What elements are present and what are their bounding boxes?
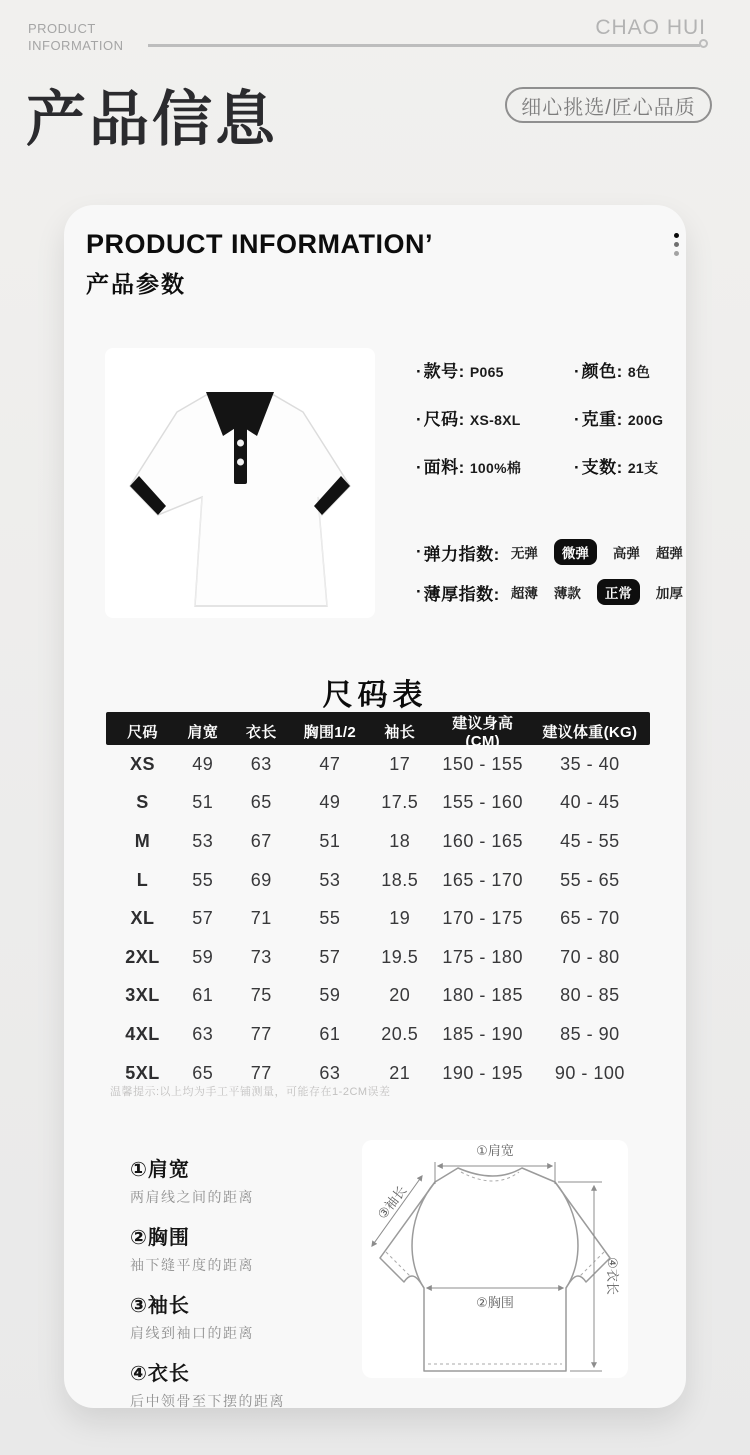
- table-row: [106, 861, 650, 900]
- measure-title: ②胸围: [130, 1227, 190, 1249]
- thickness-index-row: [416, 579, 683, 605]
- cell: 63: [319, 1062, 341, 1083]
- bullet-icon: ·: [416, 542, 422, 561]
- spec-item: [574, 405, 666, 430]
- bullet-icon: ·: [574, 458, 580, 477]
- cell: 75: [250, 985, 272, 1006]
- cell: 65: [250, 792, 272, 813]
- cell: 57: [192, 908, 214, 929]
- bullet-icon: ·: [574, 410, 580, 429]
- spec-value: P065: [469, 364, 504, 380]
- measure-item: [130, 1289, 285, 1343]
- cell: 85 - 90: [560, 1023, 620, 1044]
- measure-guide: [130, 1153, 285, 1411]
- cell-size: 5XL: [125, 1062, 160, 1083]
- thickness-option: 加厚: [655, 586, 683, 601]
- spec-item: [416, 453, 574, 478]
- header-divider: [148, 44, 700, 47]
- spec-value: 8色: [627, 364, 651, 380]
- bullet-icon: ·: [416, 362, 422, 381]
- product-image: [105, 348, 375, 618]
- cell: 160 - 165: [442, 830, 523, 851]
- cell: 61: [192, 985, 214, 1006]
- measurement-note: 温馨提示:以上均为手工平铺测量，可能存在1-2CM误差: [110, 1086, 391, 1098]
- cell: 77: [250, 1062, 272, 1083]
- bullet-icon: ·: [574, 362, 580, 381]
- size-table-header: [106, 712, 650, 750]
- measure-desc: 后中领骨至下摆的距离: [130, 1393, 285, 1409]
- quality-badge: 细心挑选/匠心品质: [505, 87, 712, 123]
- cell: 53: [192, 830, 214, 851]
- cell: 53: [319, 869, 341, 890]
- cell: 19: [389, 908, 411, 929]
- size-table-header-cell: 建议身高(CM): [452, 715, 514, 750]
- card-heading: [86, 229, 433, 299]
- cell: 63: [192, 1023, 214, 1044]
- cell: 77: [250, 1023, 272, 1044]
- bullet-icon: ·: [416, 458, 422, 477]
- size-table-title: 尺码表: [322, 679, 428, 712]
- table-row: [106, 938, 650, 977]
- diagram-sleeve-label: ③袖长: [374, 1182, 410, 1222]
- tshirt-diagram-illustration: [362, 1140, 628, 1378]
- spec-label: 支数:: [581, 458, 623, 477]
- spec-label: 尺码:: [423, 410, 465, 429]
- thickness-option-selected: 正常: [597, 579, 640, 605]
- table-row: [106, 745, 650, 784]
- size-table-header-cell: 袖长: [384, 723, 416, 741]
- cell: 65 - 70: [560, 908, 620, 929]
- cell: 20: [389, 985, 411, 1006]
- size-table-body: [106, 745, 650, 1092]
- measure-item: [130, 1357, 285, 1411]
- cell: 55: [319, 908, 341, 929]
- cell: 180 - 185: [442, 985, 523, 1006]
- spec-label: 面料:: [423, 458, 465, 477]
- cell: 70 - 80: [560, 946, 620, 967]
- cell: 18.5: [381, 869, 419, 890]
- elasticity-option: 无弹: [510, 546, 538, 561]
- cell: 165 - 170: [442, 869, 523, 890]
- diagram-chest-label: ②胸围: [476, 1295, 514, 1310]
- cell: 155 - 160: [442, 792, 523, 813]
- cell-size: XL: [130, 908, 155, 929]
- bullet-icon: ·: [416, 582, 422, 601]
- cell-size: 4XL: [125, 1023, 160, 1044]
- table-row: [106, 899, 650, 938]
- table-row: [106, 784, 650, 823]
- page-title: 产品信息: [26, 86, 278, 153]
- cell: 55 - 65: [560, 869, 620, 890]
- cell-size: M: [134, 830, 151, 851]
- measure-title: ③袖长: [130, 1295, 190, 1317]
- elasticity-option: 超弹: [655, 546, 683, 561]
- spec-label: 款号:: [423, 362, 465, 381]
- measure-desc: 袖下缝平度的距离: [130, 1257, 254, 1273]
- cell: 71: [250, 908, 272, 929]
- cell: 49: [319, 792, 341, 813]
- cell: 67: [250, 830, 272, 851]
- cell: 90 - 100: [554, 1062, 625, 1083]
- elasticity-index-row: [416, 539, 683, 565]
- spec-item: [416, 405, 574, 430]
- cell: 80 - 85: [560, 985, 620, 1006]
- cell: 49: [192, 753, 214, 774]
- cell-size: 2XL: [125, 946, 160, 967]
- cell: 150 - 155: [442, 753, 523, 774]
- cell: 175 - 180: [442, 946, 523, 967]
- size-table-header-cell: 建议体重(KG): [542, 723, 638, 741]
- eyebrow-text: [28, 20, 124, 54]
- measure-item: [130, 1221, 285, 1275]
- cell: 59: [319, 985, 341, 1006]
- cell: 18: [389, 830, 411, 851]
- spec-item: [574, 453, 666, 478]
- cell: 51: [319, 830, 341, 851]
- thickness-option: 薄款: [553, 586, 581, 601]
- bullet-icon: ·: [416, 410, 422, 429]
- cell: 65: [192, 1062, 214, 1083]
- measure-item: [130, 1153, 285, 1207]
- size-table-header-cell: 衣长: [245, 723, 277, 741]
- cell: 59: [192, 946, 214, 967]
- spec-value: XS-8XL: [469, 412, 521, 428]
- cell: 21: [389, 1062, 411, 1083]
- thickness-option: 超薄: [510, 586, 538, 601]
- size-table-header-cell: 肩宽: [187, 723, 219, 741]
- spec-item: [574, 357, 666, 382]
- cell: 17.5: [381, 792, 419, 813]
- diagram-length-label: ④衣长: [605, 1257, 620, 1295]
- spec-list: [416, 357, 666, 478]
- eyebrow-line2: INFORMATION: [28, 38, 124, 53]
- cell: 170 - 175: [442, 908, 523, 929]
- cell-size: XS: [129, 753, 155, 774]
- card-heading-cn: 产品参数: [86, 271, 186, 297]
- divider-end-ring-icon: [699, 39, 708, 48]
- size-table-header-cell: 胸围1/2: [303, 723, 356, 741]
- spec-value: 200G: [627, 412, 664, 428]
- cell: 19.5: [381, 946, 419, 967]
- cell-size: 3XL: [125, 985, 160, 1006]
- table-row: [106, 977, 650, 1016]
- cell: 51: [192, 792, 214, 813]
- measure-title: ④衣长: [130, 1363, 190, 1385]
- spec-label: 克重:: [581, 410, 623, 429]
- cell: 55: [192, 869, 214, 890]
- cell: 61: [319, 1023, 341, 1044]
- size-table-header-cell: 尺码: [127, 723, 158, 741]
- measure-desc: 肩线到袖口的距离: [130, 1325, 254, 1341]
- kebab-menu-icon[interactable]: [669, 233, 683, 267]
- measurement-diagram: [362, 1140, 628, 1378]
- cell: 17: [389, 753, 411, 774]
- elasticity-label: 弹力指数:: [423, 544, 500, 564]
- cell: 190 - 195: [442, 1062, 523, 1083]
- spec-item: [416, 357, 574, 382]
- spec-value: 100%棉: [469, 460, 522, 476]
- brand-name: CHAO HUI: [595, 16, 706, 39]
- measure-title: ①肩宽: [130, 1159, 190, 1181]
- diagram-shoulder-label: ①肩宽: [476, 1143, 514, 1158]
- cell: 73: [250, 946, 272, 967]
- table-row: [106, 1015, 650, 1054]
- card-heading-en: PRODUCT INFORMATION’: [86, 229, 433, 259]
- cell-size: L: [136, 869, 149, 890]
- measure-desc: 两肩线之间的距离: [130, 1189, 254, 1205]
- polo-shirt-illustration: [105, 348, 375, 618]
- cell: 47: [319, 753, 341, 774]
- thickness-label: 薄厚指数:: [423, 584, 500, 604]
- cell: 57: [319, 946, 341, 967]
- cell: 35 - 40: [560, 753, 620, 774]
- product-info-card: [64, 205, 686, 1408]
- cell-size: S: [136, 792, 149, 813]
- cell: 45 - 55: [560, 830, 620, 851]
- elasticity-option-selected: 微弹: [554, 539, 597, 565]
- eyebrow-line1: PRODUCT: [28, 21, 96, 36]
- cell: 185 - 190: [442, 1023, 523, 1044]
- cell: 20.5: [381, 1023, 419, 1044]
- cell: 63: [250, 753, 272, 774]
- spec-value: 21支: [627, 460, 659, 476]
- cell: 69: [250, 869, 272, 890]
- table-row: [106, 822, 650, 861]
- cell: 40 - 45: [560, 792, 620, 813]
- elasticity-option: 高弹: [612, 546, 640, 561]
- spec-label: 颜色:: [581, 362, 623, 381]
